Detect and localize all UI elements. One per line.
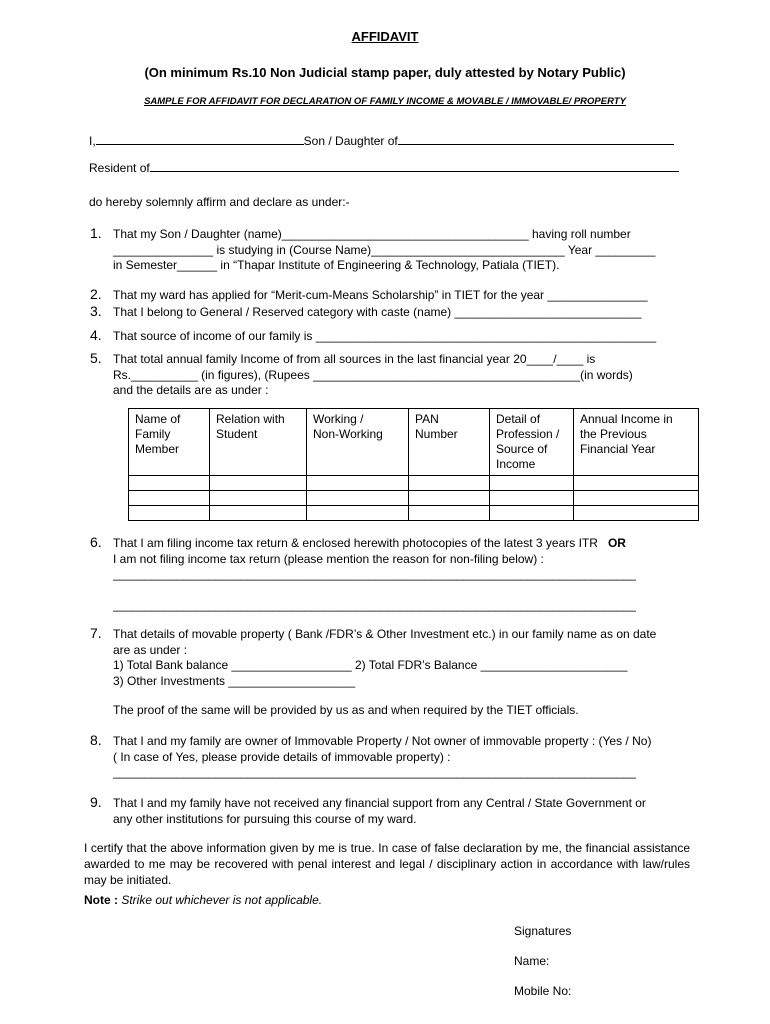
item-9-number: 9. bbox=[90, 794, 102, 810]
note-text: Strike out whichever is not applicable. bbox=[118, 893, 323, 907]
item-7 bbox=[113, 627, 656, 689]
table-cell[interactable] bbox=[307, 476, 409, 491]
table-cell[interactable] bbox=[210, 506, 307, 521]
sample-heading: SAMPLE FOR AFFIDAVIT FOR DECLARATION OF FAMILY INCOME & MOVABLE / IMMOVABLE/ PROPERTY bbox=[144, 96, 626, 107]
immovable-property-blank[interactable]: __________________________________________________________________________________ bbox=[113, 765, 636, 779]
item-1-number: 1. bbox=[90, 225, 102, 241]
item-5-number: 5. bbox=[90, 350, 102, 366]
item-5-line: and the details are as under : bbox=[113, 383, 269, 397]
certification-paragraph: I certify that the above information given by me is true. In case of false declaration by me, the financial assistance awarded to me may be recovered with penal interest and legal / disciplinary action in accordance with law/rules may be initiated. bbox=[84, 841, 690, 887]
table-row bbox=[129, 506, 699, 521]
table-header-cell: Annual Income in the Previous Financial Year bbox=[574, 409, 699, 476]
table-cell[interactable] bbox=[574, 491, 699, 506]
item-9 bbox=[113, 796, 646, 827]
item-7-line: 1) Total Bank balance __________________ 2) Total FDR’s Balance ______________________ bbox=[113, 658, 628, 672]
item-6-number: 6. bbox=[90, 534, 102, 550]
name-label: Name: bbox=[514, 954, 550, 968]
note-line bbox=[84, 893, 322, 907]
table-header-row bbox=[129, 409, 699, 476]
table-header-cell: Relation with Student bbox=[210, 409, 307, 476]
reason-blank-2[interactable]: __________________________________________________________________________________ bbox=[113, 598, 636, 612]
item-8-line: That I and my family are owner of Immovable Property / Not owner of immovable property : (Yes / No) bbox=[113, 734, 652, 748]
table-header-cell: PAN Number bbox=[409, 409, 490, 476]
table-cell[interactable] bbox=[490, 506, 574, 521]
item-8 bbox=[113, 734, 651, 765]
item-6-line: I am not filing income tax return (please mention the reason for non-filing below) : bbox=[113, 551, 544, 566]
item-6 bbox=[113, 536, 626, 567]
item-5-line: Rs.__________ (in figures), (Rupees ________________________________________(in words) bbox=[113, 367, 633, 382]
item-3-number: 3. bbox=[90, 303, 102, 319]
item-7-line: That details of movable property ( Bank /FDR’s & Other Investment etc.) in our family name as on date bbox=[113, 627, 657, 641]
name-blank[interactable] bbox=[96, 133, 304, 145]
item-1-line: in Semester______ in “Thapar Institute of Engineering & Technology, Patiala (TIET). bbox=[113, 258, 560, 272]
item-5 bbox=[113, 352, 633, 399]
family-details-table bbox=[128, 408, 699, 521]
item-6-line: That I am filing income tax return & enclosed herewith photocopies of the latest 3 years ITR OR bbox=[113, 536, 626, 550]
table-cell[interactable] bbox=[409, 476, 490, 491]
table-header-cell: Working / Non-Working bbox=[307, 409, 409, 476]
table-cell[interactable] bbox=[129, 476, 210, 491]
intro-resident-line bbox=[89, 160, 679, 175]
item-9-line: any other institutions for pursuing this course of my ward. bbox=[113, 811, 417, 826]
intro-name-line bbox=[89, 133, 674, 148]
table-cell[interactable] bbox=[409, 491, 490, 506]
table-cell[interactable] bbox=[574, 506, 699, 521]
item-4 bbox=[113, 329, 656, 345]
item-9-line: That I and my family have not received any financial support from any Central / State Government or bbox=[113, 796, 646, 810]
table-cell[interactable] bbox=[129, 491, 210, 506]
item-1-line: _______________ is studying in (Course Name)_____________________________ Year _________ bbox=[113, 242, 656, 257]
item-2-line: That my ward has applied for “Merit-cum-Means Scholarship” in TIET for the year _______________ bbox=[113, 288, 648, 302]
item-3-line: That I belong to General / Reserved category with caste (name) ____________________________ bbox=[113, 305, 642, 319]
table-header-cell: Name of Family Member bbox=[129, 409, 210, 476]
table-header-cell: Detail of Profession / Source of Income bbox=[490, 409, 574, 476]
item-8-line: ( In case of Yes, please provide details of immovable property) : bbox=[113, 749, 451, 764]
item-3 bbox=[113, 305, 641, 321]
item-7-line: 3) Other Investments ___________________ bbox=[113, 673, 356, 688]
document-title: AFFIDAVIT bbox=[351, 29, 419, 44]
table-row bbox=[129, 476, 699, 491]
item-7-line: are as under : bbox=[113, 642, 188, 657]
table-cell[interactable] bbox=[307, 506, 409, 521]
item-2 bbox=[113, 288, 648, 304]
affirm-line: do hereby solemnly affirm and declare as under:- bbox=[89, 195, 350, 209]
item-2-number: 2. bbox=[90, 286, 102, 302]
or-label: OR bbox=[607, 536, 626, 550]
son-daughter-label: Son / Daughter of bbox=[303, 134, 398, 148]
parent-name-blank[interactable] bbox=[398, 133, 674, 145]
item-4-line: That source of income of our family is ___________________________________________________ bbox=[113, 329, 657, 343]
i-label: I, bbox=[89, 134, 96, 148]
item-1-line: That my Son / Daughter (name)_____________________________________ having roll number bbox=[113, 227, 631, 241]
table-cell[interactable] bbox=[490, 491, 574, 506]
table-cell[interactable] bbox=[210, 476, 307, 491]
table-cell[interactable] bbox=[574, 476, 699, 491]
item-5-line: That total annual family Income of from all sources in the last financial year 20____/____ is bbox=[113, 352, 596, 366]
item-4-number: 4. bbox=[90, 327, 102, 343]
table-cell[interactable] bbox=[490, 476, 574, 491]
note-label: Note : bbox=[84, 893, 118, 907]
table-cell[interactable] bbox=[409, 506, 490, 521]
item-7-number: 7. bbox=[90, 625, 102, 641]
table-row bbox=[129, 491, 699, 506]
mobile-label: Mobile No: bbox=[514, 984, 572, 998]
table-cell[interactable] bbox=[129, 506, 210, 521]
document-subtitle: (On minimum Rs.10 Non Judicial stamp paper, duly attested by Notary Public) bbox=[144, 65, 626, 80]
signatures-label: Signatures bbox=[514, 924, 572, 938]
reason-blank-1[interactable]: __________________________________________________________________________________ bbox=[113, 567, 636, 581]
item-1 bbox=[113, 227, 655, 274]
table-cell[interactable] bbox=[210, 491, 307, 506]
proof-statement: The proof of the same will be provided by us as and when required by the TIET officials. bbox=[113, 703, 579, 717]
table-cell[interactable] bbox=[307, 491, 409, 506]
resident-label: Resident of bbox=[89, 161, 150, 175]
resident-blank[interactable] bbox=[150, 160, 679, 172]
item-8-number: 8. bbox=[90, 732, 102, 748]
